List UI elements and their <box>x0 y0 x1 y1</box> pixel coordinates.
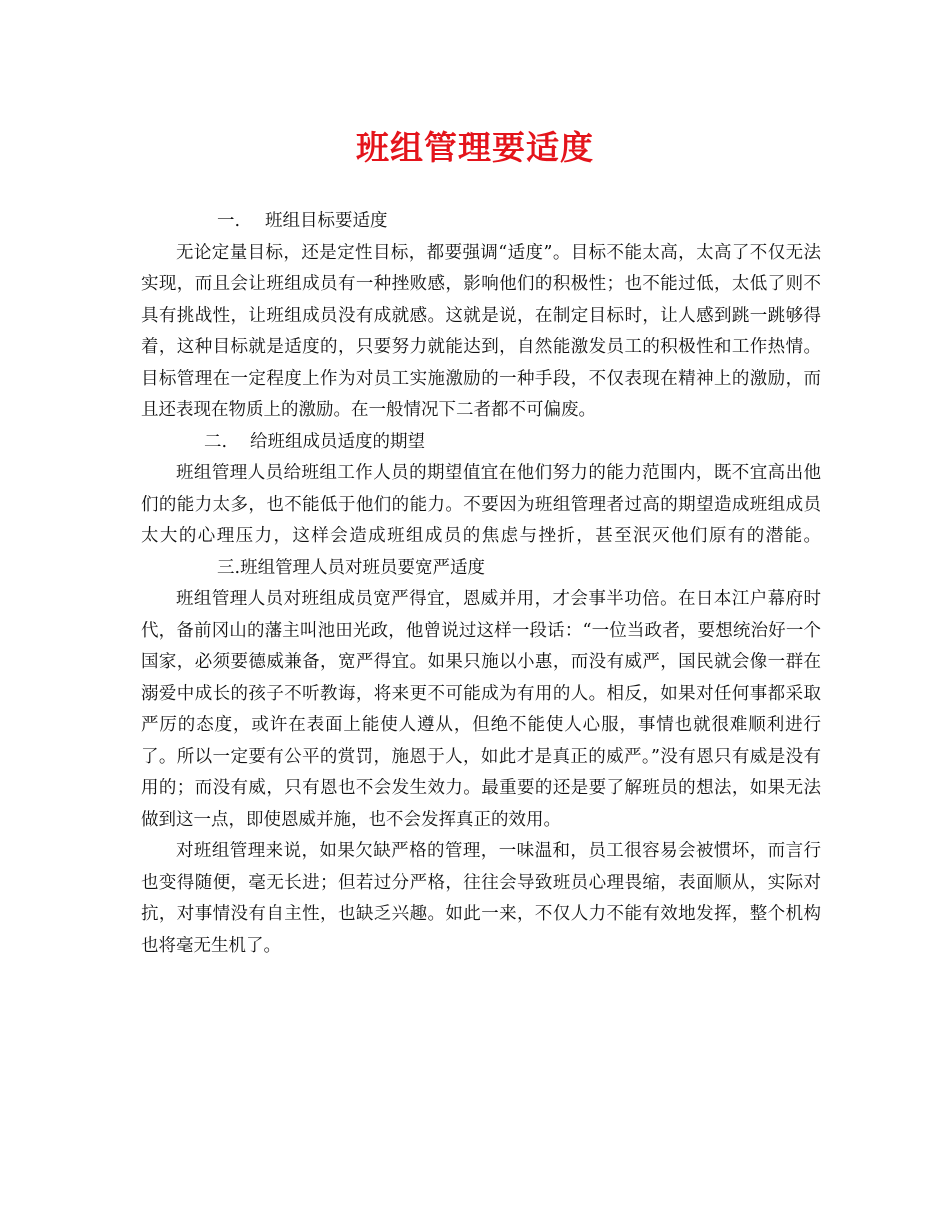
section-1-paragraph: 无论定量目标，还是定性目标，都要强调“适度”。目标不能太高，太高了不仅无法实现，而且会让班组成员有一种挫败感，影响他们的积极性；也不能过低，太低了则不具有挑战性，让班组成员没有成就感。这就是说，在制定目标时，让人感到跳一跳够得着，这种目标就是适度的，只要努力就能达到，自然能激发员工的积极性和工作热情。目标管理在一定程度上作为对员工实施激励的一种手段，不仅表现在精神上的激励，而且还表现在物质上的激励。在一般情况下二者都不可偏废。 <box>141 242 821 420</box>
section-2-heading <box>141 427 821 459</box>
section-1-heading-text: 班组目标要适度 <box>265 211 388 231</box>
section-3-paragraph-1: 班组管理人员对班组成员宽严得宜，恩威并用，才会事半功倍。在日本江户幕府时代，备前冈山的藩主叫池田光政，他曾说过这样一段话：“一位当政者，要想统治好一个国家，必须要德威兼备，宽严得宜。如果只施以小惠，而没有威严，国民就会像一群在溺爱中成长的孩子不听教诲，将来更不可能成为有用的人。相反，如果对任何事都采取严厉的态度，或许在表面上能使人遵从，但绝不能使人心服，事情也就很难顺利进行了。所以一定要有公平的赏罚，施恩于人，如此才是真正的威严。”没有恩只有威是没有用的；而没有威，只有恩也不会发生效力。最重要的还是要了解班员的想法，如果无法做到这一点，即使恩威并施，也不会发挥真正的效用。 <box>141 589 821 830</box>
section-2-paragraph-text: 班组管理人员给班组工作人员的期望值宜在他们努力的能力范围内，既不宜高出他们的能力太多，也不能低于他们的能力。不要因为班组管理者过高的期望造成班组成员太大的心理压力，这样会造成班组成员的焦虑与挫折，甚至泯灭他们原有的潜能。 <box>141 463 821 546</box>
section-2-heading-text: 给班组成员适度的期望 <box>250 431 425 452</box>
section-3-heading: 三.班组管理人员对班员要宽严适度 <box>217 557 486 578</box>
document-title: 班组管理要适度 <box>356 128 594 167</box>
section-1-number: 一. <box>217 211 241 231</box>
section-2-number: 二. <box>204 431 228 452</box>
section-1-heading <box>141 206 821 238</box>
section-3-paragraph-2: 对班组管理来说，如果欠缺严格的管理，一味温和，员工很容易会被惯坏，而言行也变得随便，毫无长进；但若过分严格，往往会导致班员心理畏缩，表面顺从，实际对抗，对事情没有自主性，也缺乏兴趣。如此一来，不仅人力不能有效地发挥，整个机构也将毫无生机了。 <box>141 841 821 956</box>
document-body <box>141 206 821 962</box>
section-2-paragraph <box>141 458 821 584</box>
